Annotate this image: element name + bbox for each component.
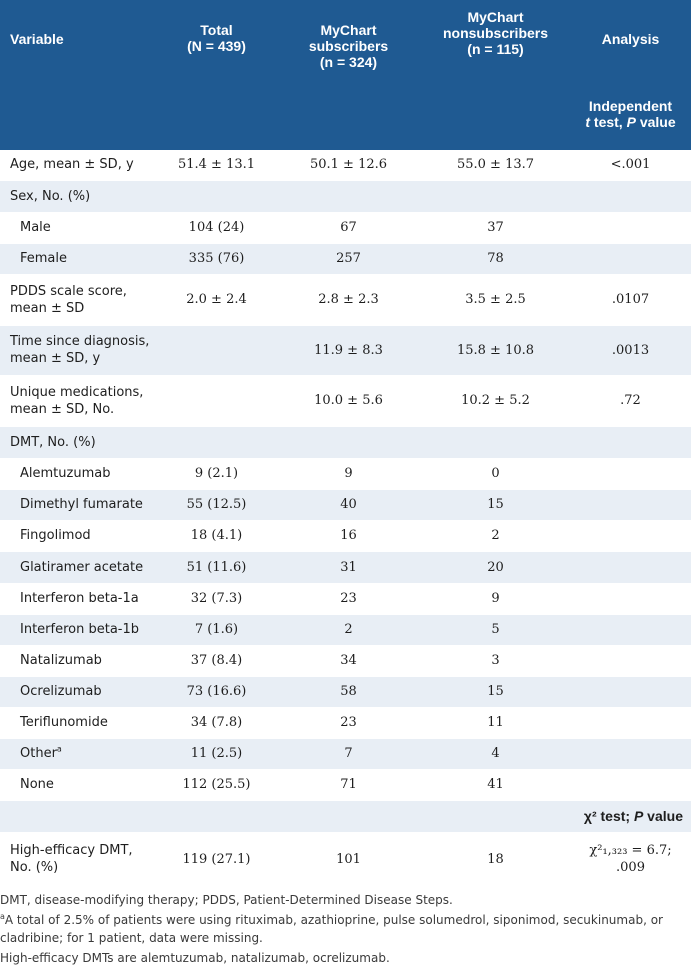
table-row-high-efficacy-dmt <box>0 832 691 886</box>
row-label: Fingolimod <box>0 520 157 551</box>
cell-nonsubscribers: 10.2 ± 5.2 <box>421 375 570 426</box>
cell-subscribers: 10.0 ± 5.6 <box>276 375 421 426</box>
table-row-sex <box>0 180 691 212</box>
row-label-l1: High-efficacy DMT, <box>10 843 133 858</box>
cell-nonsubscribers: 15 <box>421 676 570 707</box>
cell-total: 32 (7.3) <box>157 583 276 614</box>
table-row-natalizumab <box>0 645 691 676</box>
cell-nonsubscribers: 78 <box>421 243 570 274</box>
cell-subscribers <box>276 426 421 458</box>
chi-header-p: P <box>633 807 644 824</box>
cell-total: 9 (2.1) <box>157 458 276 489</box>
cell-analysis <box>570 458 691 489</box>
cell-analysis: χ²₁,₃₂₃ = 6.7; .009 <box>570 832 691 886</box>
cell-nonsubscribers: 15 <box>421 489 570 520</box>
row-label: Teriflunomide <box>0 707 157 738</box>
cell-analysis <box>570 738 691 769</box>
cell-total: 2.0 ± 2.4 <box>157 274 276 325</box>
row-label-text: Other <box>20 746 57 761</box>
table-row-age <box>0 150 691 180</box>
table-row-female <box>0 243 691 274</box>
table-row-pdds <box>0 274 691 325</box>
footnote-a <box>0 911 691 947</box>
cell-subscribers: 16 <box>276 520 421 551</box>
cell-analysis: <.001 <box>570 150 691 180</box>
header-subrow <box>0 94 691 150</box>
header-analysis-value: value <box>635 114 676 130</box>
chi-square-header <box>570 800 691 832</box>
header-row <box>0 0 691 94</box>
chi-header-value: value <box>643 807 683 824</box>
cell-analysis <box>570 243 691 274</box>
row-label-l2: mean ± SD, y <box>10 351 101 366</box>
header-analysis: Analysis <box>570 0 691 94</box>
cell-total: 18 (4.1) <box>157 520 276 551</box>
cell-analysis <box>570 707 691 738</box>
cell-empty <box>421 800 570 832</box>
cell-subscribers: 34 <box>276 645 421 676</box>
cell-subscribers: 23 <box>276 583 421 614</box>
header-analysis-p: P <box>626 114 636 130</box>
cell-analysis <box>570 180 691 212</box>
cell-subscribers: 71 <box>276 769 421 800</box>
cell-analysis: .72 <box>570 375 691 426</box>
header-nonsubscribers-l1: MyChart <box>467 9 524 25</box>
header-subscribers-label: MyChart subscribers <box>308 22 389 54</box>
header-analysis-t: t <box>585 114 591 130</box>
table-row-male <box>0 212 691 243</box>
row-label-l2: No. (%) <box>10 860 59 875</box>
header-total-label: Total <box>200 22 233 38</box>
cell-nonsubscribers: 37 <box>421 212 570 243</box>
row-label <box>0 832 157 886</box>
cell-nonsubscribers: 3 <box>421 645 570 676</box>
table-row-glatiramer-acetate <box>0 551 691 583</box>
header-sub-empty-3 <box>421 94 570 150</box>
row-label: Ocrelizumab <box>0 676 157 707</box>
cell-subscribers: 11.9 ± 8.3 <box>276 325 421 375</box>
cell-total: 55 (12.5) <box>157 489 276 520</box>
cell-total: 73 (16.6) <box>157 676 276 707</box>
cell-nonsubscribers: 9 <box>421 583 570 614</box>
cell-total: 51 (11.6) <box>157 551 276 583</box>
cell-analysis <box>570 676 691 707</box>
row-label: Interferon beta-1b <box>0 614 157 645</box>
header-subscribers <box>276 0 421 94</box>
header-subscribers-n: (n = 324) <box>319 54 378 70</box>
cell-nonsubscribers: 2 <box>421 520 570 551</box>
header-total-n: (N = 439) <box>187 38 246 54</box>
cell-total: 335 (76) <box>157 243 276 274</box>
cell-nonsubscribers: 55.0 ± 13.7 <box>421 150 570 180</box>
table-row-dimethyl-fumarate <box>0 489 691 520</box>
footnote-a-text: A total of 2.5% of patients were using rituximab, azathioprine, pulse solumedrol, siponimod, secukinumab, or cladribine; for 1 patient, data were missing. <box>0 912 663 945</box>
cell-analysis <box>570 614 691 645</box>
row-label: Dimethyl fumarate <box>0 489 157 520</box>
cell-total <box>157 325 276 375</box>
cell-analysis <box>570 520 691 551</box>
cell-subscribers: 31 <box>276 551 421 583</box>
row-label <box>0 274 157 325</box>
cell-nonsubscribers: 20 <box>421 551 570 583</box>
cell-nonsubscribers: 15.8 ± 10.8 <box>421 325 570 375</box>
cell-total: 112 (25.5) <box>157 769 276 800</box>
header-analysis-method-l1: Independent <box>588 98 673 114</box>
cell-total: 7 (1.6) <box>157 614 276 645</box>
row-label-l1: PDDS scale score, <box>10 283 127 299</box>
cell-analysis <box>570 551 691 583</box>
table-row-fingolimod <box>0 520 691 551</box>
cell-total: 11 (2.5) <box>157 738 276 769</box>
cell-nonsubscribers: 0 <box>421 458 570 489</box>
footnote-b: High-efficacy DMTs are alemtuzumab, natalizumab, ocrelizumab. <box>0 950 390 965</box>
table-row-time-since-diagnosis <box>0 325 691 375</box>
cell-analysis <box>570 489 691 520</box>
table-row-none <box>0 769 691 800</box>
cell-analysis <box>570 212 691 243</box>
cell-subscribers <box>276 180 421 212</box>
cell-total <box>157 426 276 458</box>
footnote-abbreviations: DMT, disease-modifying therapy; PDDS, Patient-Determined Disease Steps. <box>0 892 453 907</box>
header-analysis-method <box>570 94 691 150</box>
cell-subscribers: 67 <box>276 212 421 243</box>
header-total <box>157 0 276 94</box>
header-nonsubscribers-l2: nonsubscribers <box>442 25 549 41</box>
cell-analysis <box>570 426 691 458</box>
cell-nonsubscribers: 18 <box>421 832 570 886</box>
header-nonsubscribers-n: (n = 115) <box>467 41 524 57</box>
cell-subscribers: 50.1 ± 12.6 <box>276 150 421 180</box>
row-label: Glatiramer acetate <box>0 551 157 583</box>
row-label: Sex, No. (%) <box>0 180 157 212</box>
table-row-dmt <box>0 426 691 458</box>
chi-header-a: χ² test; <box>583 807 634 824</box>
cell-nonsubscribers: 11 <box>421 707 570 738</box>
cell-subscribers: 101 <box>276 832 421 886</box>
cell-nonsubscribers: 41 <box>421 769 570 800</box>
cell-subscribers: 7 <box>276 738 421 769</box>
cell-total: 119 (27.1) <box>157 832 276 886</box>
cell-nonsubscribers <box>421 180 570 212</box>
cell-empty <box>276 800 421 832</box>
cell-analysis <box>570 583 691 614</box>
row-label: Alemtuzumab <box>0 458 157 489</box>
cell-subscribers: 2.8 ± 2.3 <box>276 274 421 325</box>
row-label: Female <box>0 243 157 274</box>
cell-total: 51.4 ± 13.1 <box>157 150 276 180</box>
row-label: DMT, No. (%) <box>0 426 157 458</box>
cell-total: 37 (8.4) <box>157 645 276 676</box>
row-label-l1: Time since diagnosis, <box>10 334 150 349</box>
cell-total: 34 (7.8) <box>157 707 276 738</box>
row-label: Interferon beta-1a <box>0 583 157 614</box>
cell-subscribers: 23 <box>276 707 421 738</box>
cell-analysis <box>570 645 691 676</box>
header-variable: Variable <box>0 0 157 94</box>
cell-analysis <box>570 769 691 800</box>
header-analysis-test: test, <box>590 114 627 130</box>
row-label: Age, mean ± SD, y <box>0 150 157 180</box>
cell-subscribers: 40 <box>276 489 421 520</box>
row-label: Male <box>0 212 157 243</box>
chi-square-header-row <box>0 800 691 832</box>
row-label <box>0 325 157 375</box>
header-sub-empty-1 <box>157 94 276 150</box>
header-nonsubscribers <box>421 0 570 94</box>
row-label <box>0 738 157 769</box>
cell-total <box>157 375 276 426</box>
cell-nonsubscribers: 5 <box>421 614 570 645</box>
row-label <box>0 375 157 426</box>
cell-subscribers: 2 <box>276 614 421 645</box>
row-label-l2: mean ± SD <box>10 300 85 316</box>
cell-total <box>157 180 276 212</box>
cell-analysis: .0013 <box>570 325 691 375</box>
cell-nonsubscribers: 4 <box>421 738 570 769</box>
table-row-interferon-beta-1a <box>0 583 691 614</box>
row-label-l1: Unique medications, <box>10 384 144 400</box>
cell-analysis: .0107 <box>570 274 691 325</box>
cell-subscribers: 9 <box>276 458 421 489</box>
footnote-marker-a: a <box>56 744 62 754</box>
row-label: Natalizumab <box>0 645 157 676</box>
table-row-unique-medications <box>0 375 691 426</box>
cell-nonsubscribers <box>421 426 570 458</box>
table-row-alemtuzumab <box>0 458 691 489</box>
cell-subscribers: 58 <box>276 676 421 707</box>
row-label: None <box>0 769 157 800</box>
table-row-other <box>0 738 691 769</box>
cell-empty <box>0 800 157 832</box>
table-row-interferon-beta-1b <box>0 614 691 645</box>
header-sub-empty-0 <box>0 94 157 150</box>
table-footnotes <box>0 887 691 967</box>
cell-total: 104 (24) <box>157 212 276 243</box>
table-row-teriflunomide <box>0 707 691 738</box>
header-sub-empty-2 <box>276 94 421 150</box>
footnote-a-marker: a <box>0 911 5 921</box>
cell-subscribers: 257 <box>276 243 421 274</box>
cell-nonsubscribers: 3.5 ± 2.5 <box>421 274 570 325</box>
cell-empty <box>157 800 276 832</box>
row-label-l2: mean ± SD, No. <box>10 401 115 417</box>
table-row-ocrelizumab <box>0 676 691 707</box>
